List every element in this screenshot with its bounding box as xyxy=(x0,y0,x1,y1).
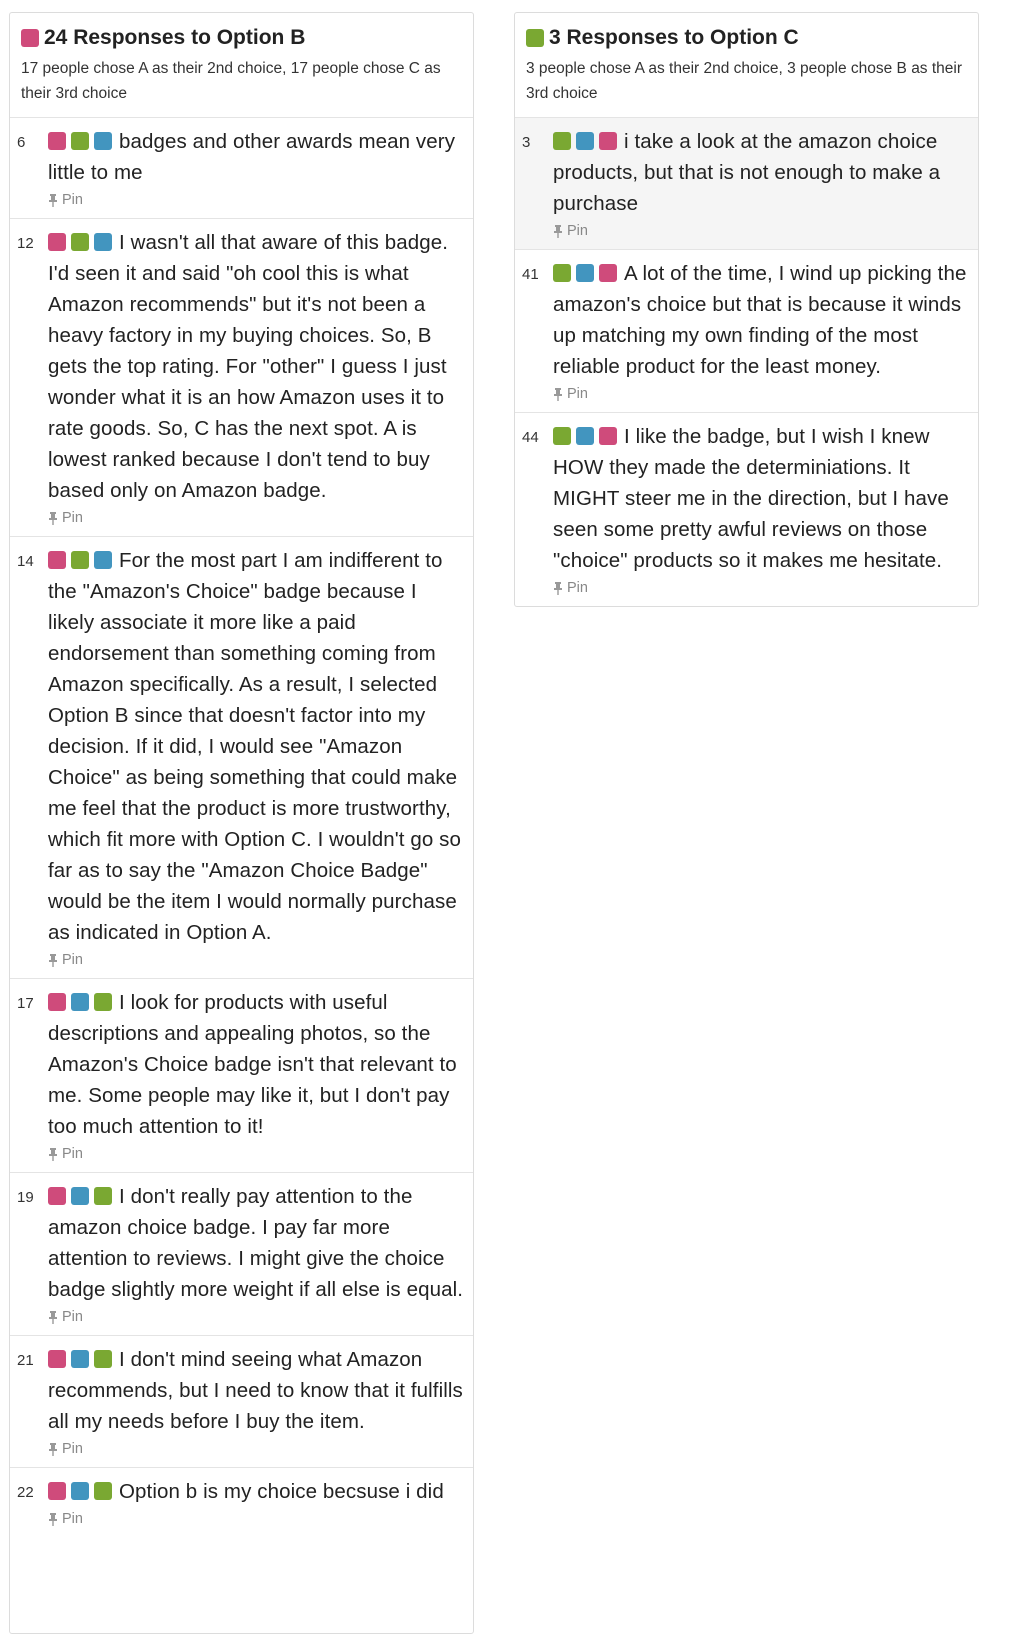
response-text-block xyxy=(553,126,970,219)
pin-label: Pin xyxy=(62,1309,83,1325)
response-text: For the most part I am indifferent to the "Amazon's Choice" badge because I likely associate it more like a paid endorsement than something coming from Amazon specifically. As a result, I selected Option B since that doesn't factor into my decision. If it did, I would see "Amazon Choice" as being something that could make me feel that the product is more trustworthy, which fit more with Option C. I wouldn't go so far as to say the "Amazon Choice Badge" would be the item I would normally purchase as indicated in Option A. xyxy=(48,549,461,944)
ranking-swatches xyxy=(48,1344,117,1375)
rank-swatch-blue xyxy=(94,551,112,569)
pin-button[interactable] xyxy=(48,952,465,968)
response-text: I wasn't all that aware of this badge. I'd seen it and said "oh cool this is what Amazon recommends" but it's not been a heavy factory in my buying choices. So, B gets the top rating. For "other" I guess I just wonder what it is an how Amazon uses it to rate goods. So, C has the next spot. A is lowest ranked because I don't tend to buy based only on Amazon badge. xyxy=(48,231,449,502)
pin-button[interactable] xyxy=(48,1511,465,1527)
option-b-color-swatch xyxy=(21,29,39,47)
response-body xyxy=(553,258,970,404)
response-row xyxy=(515,413,978,606)
rank-swatch-green xyxy=(94,1350,112,1368)
response-row xyxy=(10,118,473,219)
response-number: 3 xyxy=(522,134,531,151)
pin-label: Pin xyxy=(62,1441,83,1457)
pin-label: Pin xyxy=(62,192,83,208)
pin-button[interactable] xyxy=(48,1146,465,1162)
rank-swatch-blue xyxy=(71,1350,89,1368)
rank-swatch-blue xyxy=(71,1187,89,1205)
rank-swatch-blue xyxy=(94,132,112,150)
rank-swatch-pink xyxy=(48,1482,66,1500)
rank-swatch-green xyxy=(553,132,571,150)
rank-swatch-green xyxy=(71,551,89,569)
rank-swatch-blue xyxy=(94,233,112,251)
ranking-swatches xyxy=(48,227,117,258)
pin-icon xyxy=(553,582,563,595)
response-text: I don't mind seeing what Amazon recommends, but I need to know that it fulfills all my needs before I buy the item. xyxy=(48,1348,463,1433)
ranking-swatches xyxy=(48,1181,117,1212)
response-row xyxy=(515,250,978,413)
response-body xyxy=(48,1344,465,1459)
pin-button[interactable] xyxy=(553,223,970,239)
option-b-title: 24 Responses to Option B xyxy=(44,26,306,49)
option-c-panel xyxy=(514,12,979,607)
pin-button[interactable] xyxy=(553,386,970,402)
rank-swatch-blue xyxy=(576,427,594,445)
option-c-color-swatch xyxy=(526,29,544,47)
response-text: I like the badge, but I wish I knew HOW they made the determiniations. It MIGHT steer me in the direction, but I have seen some pretty awful reviews on those "choice" products so it makes me hesitate. xyxy=(553,425,949,572)
rank-swatch-pink xyxy=(48,1350,66,1368)
response-body xyxy=(48,545,465,970)
option-b-panel xyxy=(9,12,474,1634)
option-b-response-list xyxy=(10,118,473,1537)
rank-swatch-green xyxy=(94,993,112,1011)
rank-swatch-green xyxy=(553,264,571,282)
ranking-swatches xyxy=(553,258,622,289)
rank-swatch-pink xyxy=(599,427,617,445)
rank-swatch-pink xyxy=(599,132,617,150)
pin-icon xyxy=(48,1311,58,1324)
response-body xyxy=(48,987,465,1164)
response-text: I don't really pay attention to the amazon choice badge. I pay far more attention to reviews. I might give the choice badge slightly more weight if all else is equal. xyxy=(48,1185,464,1301)
response-text-block xyxy=(48,1476,465,1507)
rank-swatch-blue xyxy=(576,132,594,150)
response-row xyxy=(10,1468,473,1537)
pin-label: Pin xyxy=(567,580,588,596)
option-c-response-list xyxy=(515,118,978,606)
rank-swatch-green xyxy=(71,233,89,251)
rank-swatch-pink xyxy=(48,233,66,251)
response-number: 22 xyxy=(17,1484,34,1501)
pin-label: Pin xyxy=(62,1511,83,1527)
response-text: A lot of the time, I wind up picking the amazon's choice but that is because it winds up matching my own finding of the most reliable product for the least money. xyxy=(553,262,967,378)
response-number: 21 xyxy=(17,1352,34,1369)
pin-icon xyxy=(48,194,58,207)
response-row xyxy=(515,118,978,250)
rank-swatch-pink xyxy=(48,993,66,1011)
rank-swatch-pink xyxy=(48,1187,66,1205)
ranking-swatches xyxy=(553,421,622,452)
response-number: 44 xyxy=(522,429,539,446)
response-text-block xyxy=(553,421,970,576)
pin-button[interactable] xyxy=(48,1309,465,1325)
rank-swatch-green xyxy=(94,1187,112,1205)
response-text-block xyxy=(48,227,465,506)
pin-icon xyxy=(553,225,563,238)
pin-icon xyxy=(48,1513,58,1526)
response-body xyxy=(48,126,465,210)
ranking-swatches xyxy=(48,126,117,157)
response-text-block xyxy=(553,258,970,382)
rank-swatch-blue xyxy=(576,264,594,282)
rank-swatch-pink xyxy=(48,132,66,150)
response-row xyxy=(10,1336,473,1468)
rank-swatch-green xyxy=(94,1482,112,1500)
response-text: I look for products with useful descriptions and appealing photos, so the Amazon's Choice badge isn't that relevant to me. Some people may like it, but I don't pay too much attention to it! xyxy=(48,991,457,1138)
pin-button[interactable] xyxy=(48,1441,465,1457)
response-body xyxy=(48,227,465,528)
response-number: 41 xyxy=(522,266,539,283)
response-body xyxy=(553,126,970,241)
response-row xyxy=(10,1173,473,1336)
option-b-header xyxy=(10,13,473,118)
option-b-title-row xyxy=(21,26,462,50)
response-body xyxy=(553,421,970,598)
response-text-block xyxy=(48,126,465,188)
response-body xyxy=(48,1181,465,1327)
pin-label: Pin xyxy=(567,223,588,239)
pin-icon xyxy=(48,1443,58,1456)
ranking-swatches xyxy=(48,1476,117,1507)
response-text-block xyxy=(48,1181,465,1305)
response-number: 12 xyxy=(17,235,34,252)
option-c-title: 3 Responses to Option C xyxy=(549,26,799,49)
pin-label: Pin xyxy=(62,510,83,526)
ranking-swatches xyxy=(48,987,117,1018)
rank-swatch-pink xyxy=(599,264,617,282)
pin-icon xyxy=(48,1148,58,1161)
response-row xyxy=(10,537,473,979)
rank-swatch-pink xyxy=(48,551,66,569)
response-number: 14 xyxy=(17,553,34,570)
response-text: badges and other awards mean very little to me xyxy=(48,130,456,184)
rank-swatch-green xyxy=(71,132,89,150)
response-text-block xyxy=(48,545,465,948)
ranking-swatches xyxy=(48,545,117,576)
rank-swatch-green xyxy=(553,427,571,445)
option-c-title-row xyxy=(526,26,967,50)
option-b-subtitle: 17 people chose A as their 2nd choice, 17 people chose C as their 3rd choice xyxy=(21,60,441,102)
response-number: 6 xyxy=(17,134,26,151)
pin-label: Pin xyxy=(62,952,83,968)
pin-icon xyxy=(553,388,563,401)
response-number: 17 xyxy=(17,995,34,1012)
pin-button[interactable] xyxy=(553,580,970,596)
pin-icon xyxy=(48,512,58,525)
option-c-header xyxy=(515,13,978,118)
response-number: 19 xyxy=(17,1189,34,1206)
response-row xyxy=(10,979,473,1173)
option-c-subtitle: 3 people chose A as their 2nd choice, 3 people chose B as their 3rd choice xyxy=(526,60,963,102)
response-text-block xyxy=(48,1344,465,1437)
response-text: Option b is my choice becsuse i did xyxy=(119,1480,444,1503)
rank-swatch-blue xyxy=(71,993,89,1011)
response-row xyxy=(10,219,473,537)
response-body xyxy=(48,1476,465,1529)
ranking-swatches xyxy=(553,126,622,157)
response-text: i take a look at the amazon choice products, but that is not enough to make a purchase xyxy=(553,130,941,215)
rank-swatch-blue xyxy=(71,1482,89,1500)
pin-label: Pin xyxy=(62,1146,83,1162)
response-text-block xyxy=(48,987,465,1142)
pin-button[interactable] xyxy=(48,192,465,208)
pin-label: Pin xyxy=(567,386,588,402)
pin-icon xyxy=(48,954,58,967)
pin-button[interactable] xyxy=(48,510,465,526)
